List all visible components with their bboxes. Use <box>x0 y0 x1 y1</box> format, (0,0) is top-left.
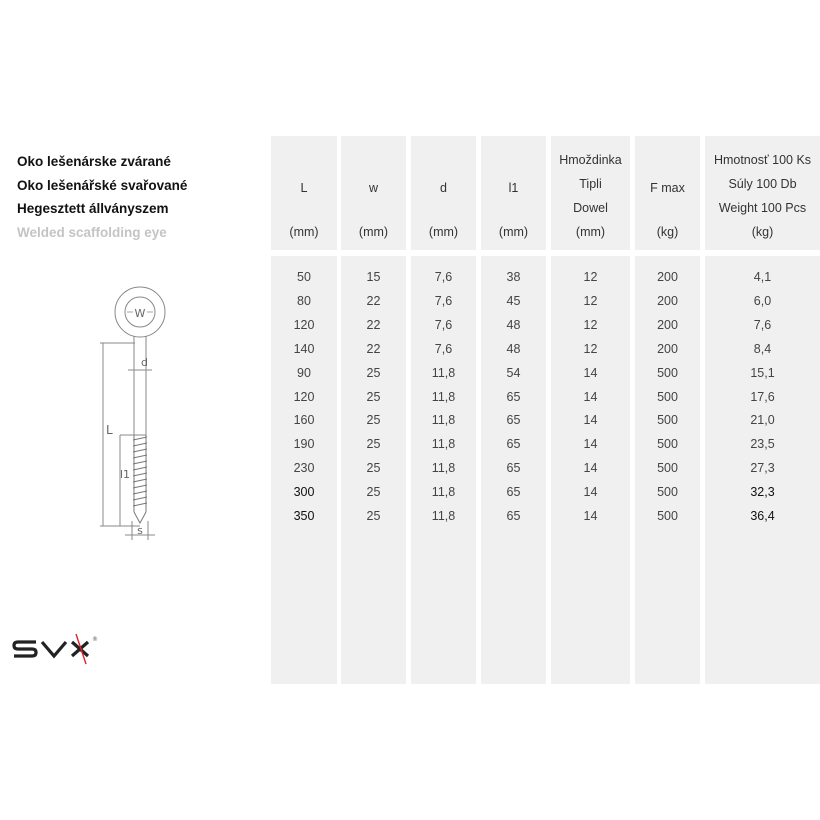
table-cell: 25 <box>366 365 381 380</box>
header-label: F max <box>650 181 685 195</box>
table-cell: 25 <box>366 485 381 500</box>
table-cell: 160 <box>293 413 315 428</box>
title-en: Welded scaffolding eye <box>17 224 167 240</box>
svg-text:®: ® <box>92 636 98 643</box>
table-cell: 7,6 <box>753 317 772 332</box>
column-values <box>551 256 630 684</box>
column-header <box>341 136 406 250</box>
svx-logo-icon <box>12 632 102 666</box>
table-cell: 12 <box>583 270 598 284</box>
table-cell: 36,4 <box>750 509 775 524</box>
table-cell: 25 <box>366 509 381 524</box>
header-label: Tipli <box>579 177 602 191</box>
table-cell: 500 <box>657 365 678 380</box>
header-unit: (kg) <box>751 225 774 239</box>
table-cell: 500 <box>657 509 678 524</box>
table-cell: 22 <box>366 293 381 308</box>
table-cell: 12 <box>583 317 598 332</box>
table-cell: 15 <box>366 270 381 284</box>
column-values <box>481 256 546 684</box>
table-cell: 7,6 <box>434 317 453 332</box>
table-cell: 12 <box>583 293 598 308</box>
table-cell: 4,1 <box>753 270 772 284</box>
table-cell: 11,8 <box>431 509 456 524</box>
table-cell: 14 <box>583 437 598 452</box>
product-titles <box>17 150 187 244</box>
table-cell: 200 <box>657 293 678 308</box>
table-cell: 11,8 <box>431 365 456 380</box>
table-cell: 17,6 <box>750 389 775 404</box>
table-cell: 27,3 <box>750 461 775 476</box>
table-cell: 45 <box>506 293 521 308</box>
table-cell: 200 <box>657 341 678 356</box>
table-cell: 23,5 <box>750 437 775 452</box>
table-cell: 21,0 <box>750 413 775 428</box>
table-cell: 14 <box>583 413 598 428</box>
table-cell: 11,8 <box>431 485 456 500</box>
header-label: l1 <box>508 181 519 195</box>
header-unit: (mm) <box>358 225 389 239</box>
table-cell: 11,8 <box>431 389 456 404</box>
table-cell: 11,8 <box>431 437 456 452</box>
table-cell: 22 <box>366 317 381 332</box>
table-cell: 65 <box>506 485 521 500</box>
column-header <box>411 136 476 250</box>
table-cell: 32,3 <box>750 485 775 500</box>
table-cell: 190 <box>293 437 315 452</box>
svg-text:l1: l1 <box>120 468 131 481</box>
table-cell: 15,1 <box>750 365 775 380</box>
table-cell: 48 <box>506 341 521 356</box>
header-unit: (mm) <box>498 225 529 239</box>
header-unit: (mm) <box>575 225 606 239</box>
table-cell: 25 <box>366 461 381 476</box>
column-header <box>481 136 546 250</box>
table-cell: 200 <box>657 270 678 284</box>
table-cell: 65 <box>506 461 521 476</box>
svg-text:L: L <box>106 423 113 437</box>
column-values <box>635 256 700 684</box>
header-label: Súly 100 Db <box>728 177 797 191</box>
header-label: Hmoždinka <box>559 153 622 167</box>
table-cell: 90 <box>297 365 311 380</box>
table-cell: 500 <box>657 461 678 476</box>
table-cell: 14 <box>583 461 598 476</box>
table-cell: 200 <box>657 317 678 332</box>
svg-text:W: W <box>134 307 146 320</box>
table-cell: 6,0 <box>753 293 772 308</box>
column-header <box>271 136 337 250</box>
header-label: w <box>368 181 379 195</box>
table-cell: 25 <box>366 413 381 428</box>
column-header <box>705 136 820 250</box>
column-values <box>705 256 820 684</box>
table-cell: 500 <box>657 389 678 404</box>
table-cell: 8,4 <box>753 341 772 356</box>
table-cell: 120 <box>293 389 315 404</box>
table-cell: 50 <box>297 270 311 284</box>
header-label: d <box>440 181 447 195</box>
column-values <box>271 256 337 684</box>
table-cell: 230 <box>293 461 315 476</box>
column-values <box>411 256 476 684</box>
table-cell: 500 <box>657 413 678 428</box>
table-cell: 22 <box>366 341 381 356</box>
table-cell: 25 <box>366 389 381 404</box>
table-cell: 140 <box>293 341 315 356</box>
table-cell: 54 <box>506 365 521 380</box>
table-cell: 80 <box>297 293 311 308</box>
table-cell: 300 <box>293 485 315 500</box>
table-cell: 7,6 <box>434 293 453 308</box>
table-cell: 500 <box>657 485 678 500</box>
svg-text:s: s <box>137 524 143 537</box>
header-unit: (kg) <box>656 225 679 239</box>
table-cell: 11,8 <box>431 461 456 476</box>
header-label: Dowel <box>573 201 608 215</box>
title-cz: Oko lešenářské svařované <box>17 177 188 193</box>
column-header <box>551 136 630 250</box>
scaffolding-eye-diagram-icon <box>95 280 185 540</box>
table-cell: 500 <box>657 437 678 452</box>
header-label: Weight 100 Pcs <box>718 201 807 215</box>
table-cell: 25 <box>366 437 381 452</box>
table-cell: 65 <box>506 389 521 404</box>
column-values <box>341 256 406 684</box>
table-cell: 350 <box>293 509 315 524</box>
header-unit: (mm) <box>289 225 319 239</box>
table-cell: 120 <box>293 317 315 332</box>
table-cell: 14 <box>583 365 598 380</box>
table-cell: 65 <box>506 413 521 428</box>
header-label: Hmotnosť 100 Ks <box>713 153 812 167</box>
table-cell: 12 <box>583 341 598 356</box>
table-cell: 48 <box>506 317 521 332</box>
title-sk: Oko lešenárske zvárané <box>17 154 171 169</box>
svg-text:d: d <box>141 356 148 369</box>
table-cell: 65 <box>506 437 521 452</box>
table-cell: 14 <box>583 389 598 404</box>
column-header <box>635 136 700 250</box>
table-cell: 14 <box>583 509 598 524</box>
header-label: L <box>300 181 308 195</box>
table-cell: 7,6 <box>434 341 453 356</box>
table-cell: 11,8 <box>431 413 456 428</box>
table-cell: 7,6 <box>434 270 453 284</box>
table-cell: 65 <box>506 509 521 524</box>
table-cell: 38 <box>506 270 521 284</box>
table-cell: 14 <box>583 485 598 500</box>
title-hu: Hegesztett állványszem <box>17 201 169 216</box>
header-unit: (mm) <box>428 225 459 239</box>
